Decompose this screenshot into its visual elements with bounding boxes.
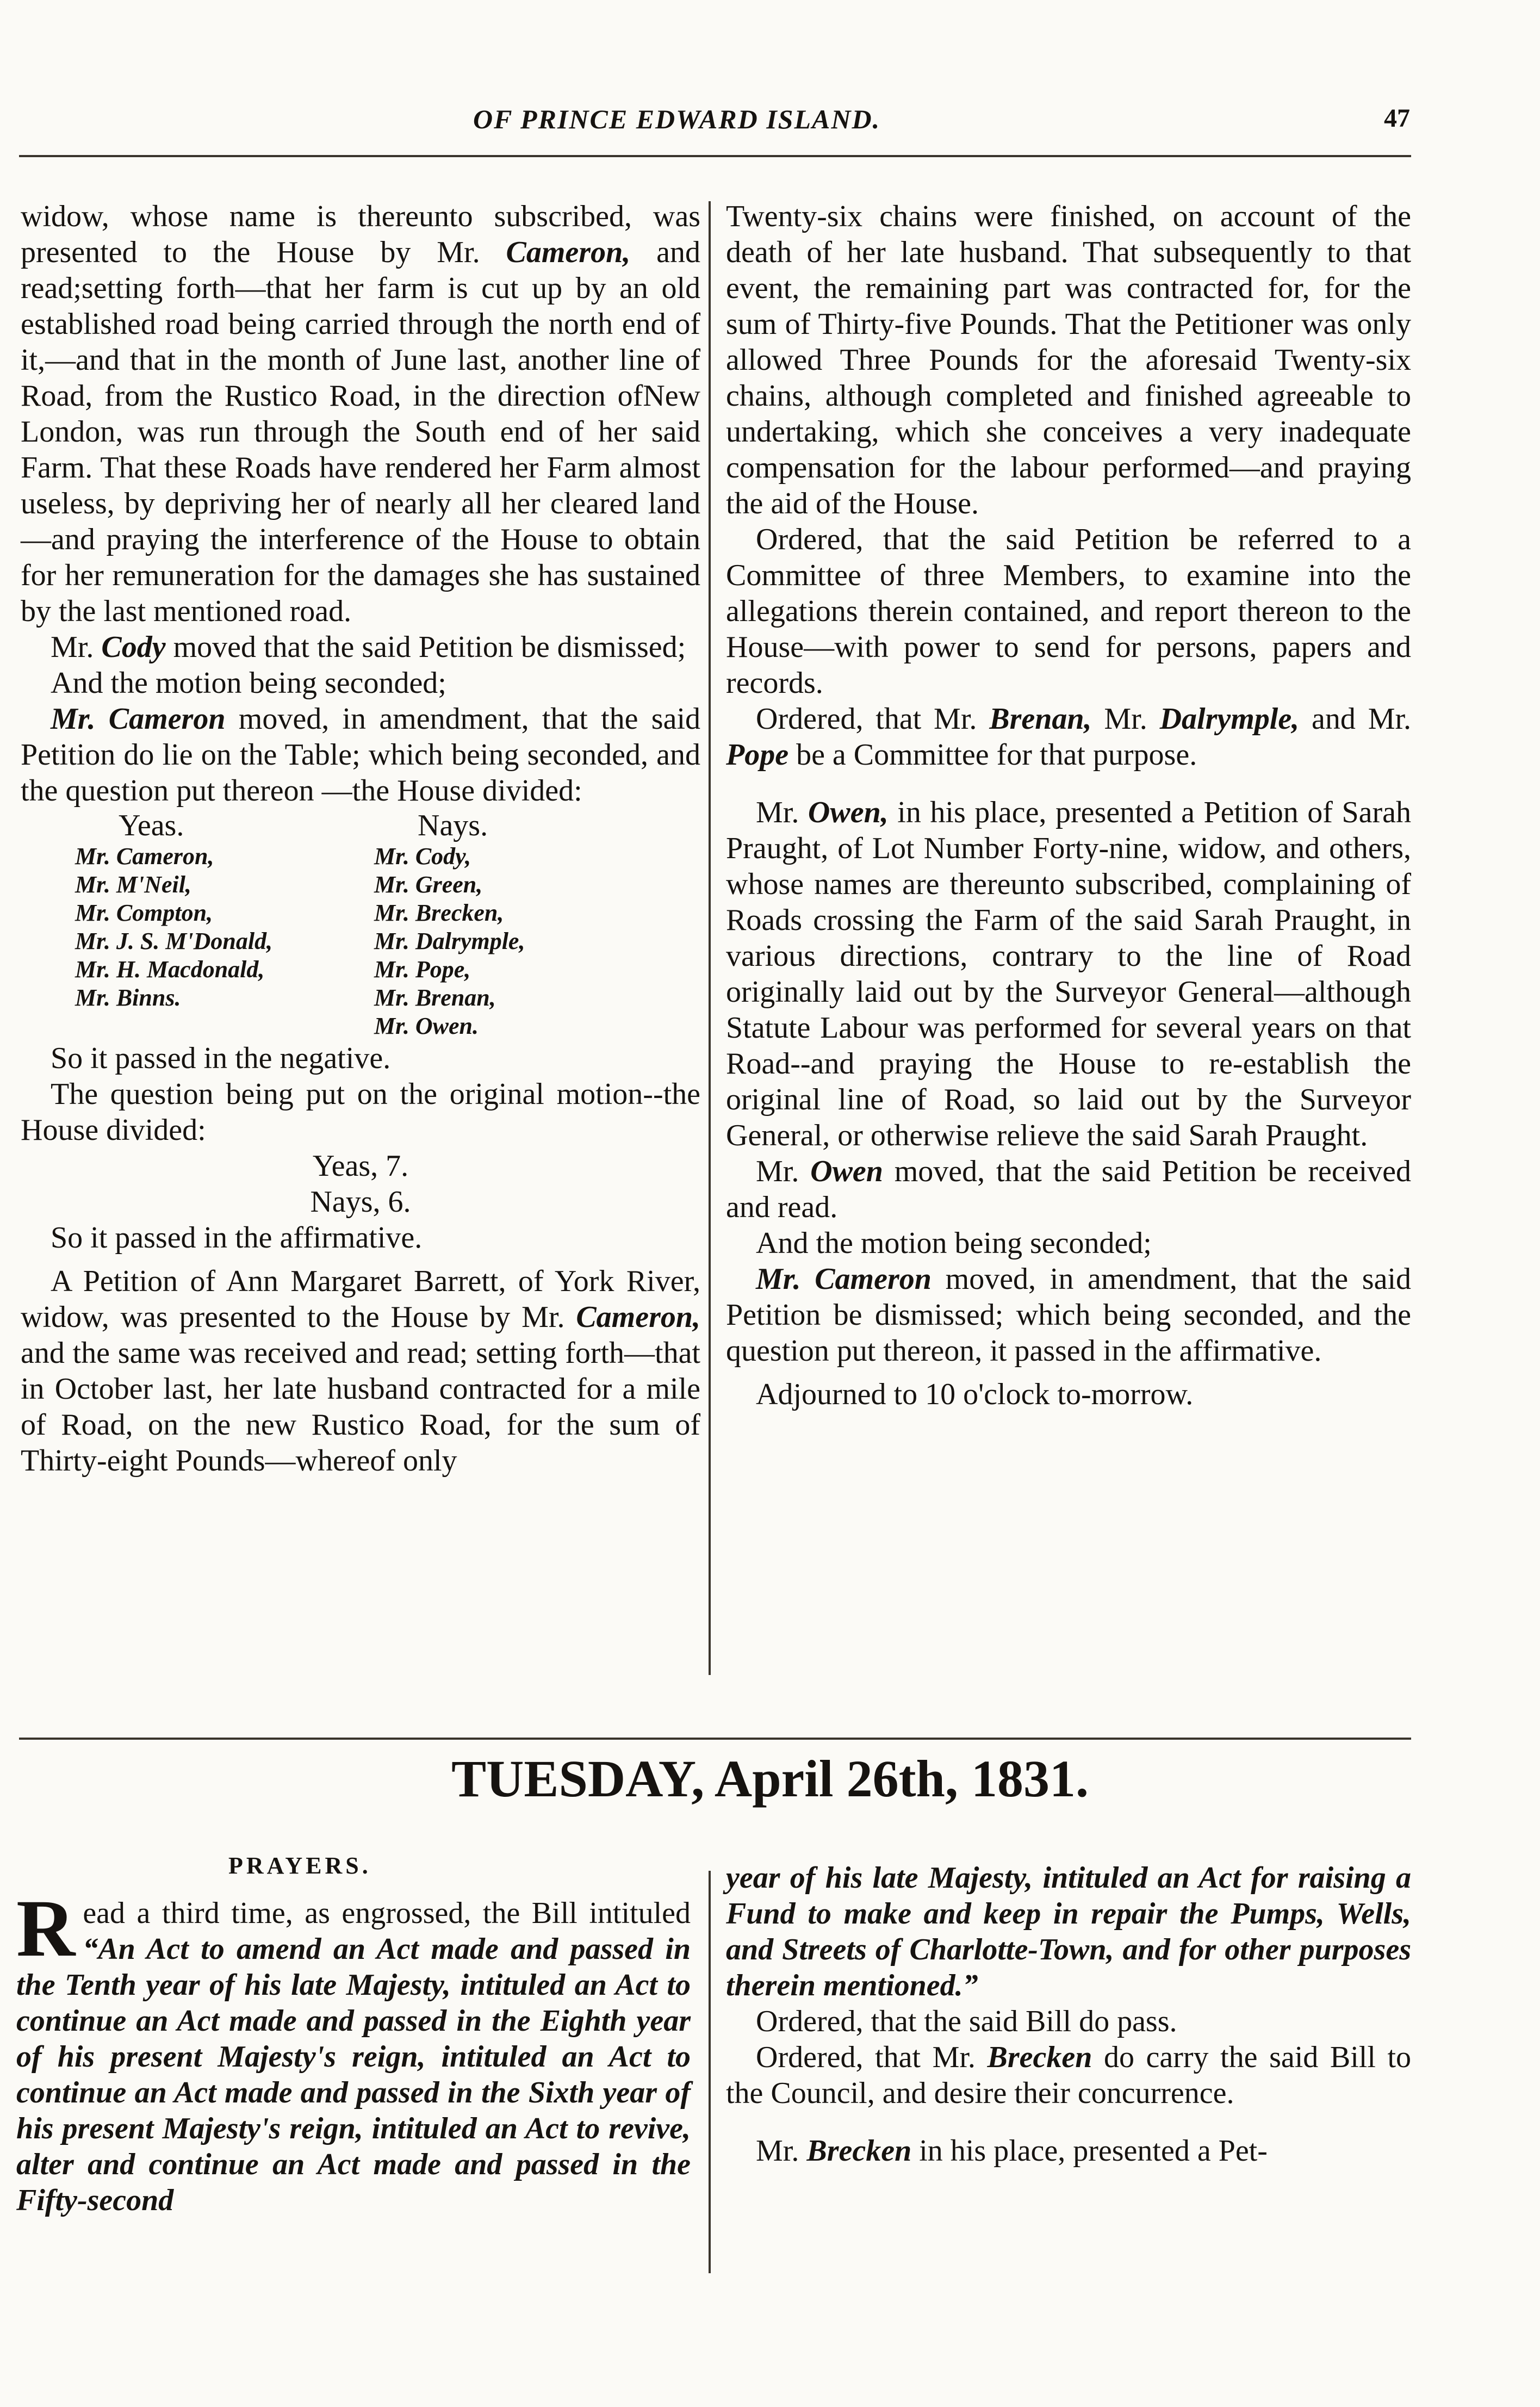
paragraph (726, 1860, 1411, 2003)
member-name: Dalrymple, (1159, 702, 1300, 736)
drop-cap: R (16, 1883, 76, 1974)
yea-member: Mr. Cameron, (75, 843, 214, 870)
paragraph: Ordered, that the said Petition be referred to a Committee of three Members, to examine into the allegations therein contained, and report thereon to the House—with power to send for persons, papers and records. (726, 523, 1411, 700)
nay-member: Mr. Cody, (374, 843, 471, 870)
member-name: Cameron, (576, 1300, 701, 1334)
nays-label: Nays. (418, 809, 488, 842)
yea-member: Mr. Binns. (75, 984, 181, 1011)
paragraph: Twenty-six chains were finished, on account of the death of her late husband. That subsequently to that event, the remaining part was contracted for, for the sum of Thirty-five Pounds. That the Petitioner was only allowed Three Pounds for the aforesaid Twenty-six chains, although completed and finished agreeable to undertaking, which she conceives a very inadequate compensation for the labour performed—and praying the aid of the House. (726, 200, 1411, 520)
paragraph: So it passed in the affirmative. (51, 1221, 423, 1255)
yeas-column (21, 809, 352, 1040)
member-name: Mr. Cameron (756, 1262, 932, 1296)
member-name: Pope (726, 738, 789, 772)
section-subheading: PRAYERS. (228, 1852, 371, 1879)
paragraph: Mr. Owen moved, that the said Petition be received and read. (726, 1155, 1411, 1224)
yeas-label: Yeas. (119, 809, 184, 842)
member-name: Owen, (808, 796, 889, 829)
yea-member: Mr. Compton, (75, 899, 213, 926)
member-name: Cameron, (506, 235, 631, 269)
bottom-right-column (726, 1860, 1411, 2169)
nay-member: Mr. Pope, (374, 956, 471, 983)
paragraph: Ordered, that the said Bill do pass. (756, 2005, 1177, 2038)
bottom-left-column (16, 1883, 691, 2218)
paragraph: Mr. Owen, in his place, presented a Petition of Sarah Praught, of Lot Number Forty-nine, widow, and others, whose names are thereunto subscribed, complaining of Roads crossing the Farm of the said Sarah Praught, in various directions, contrary to the line of Road originally laid out by the Surveyor General—although Statute Labour was performed for several years on that Road--and praying the House to re-establish the original line of Road, so laid out by the Surveyor General, or otherwise relieve the said Sarah Praught. (726, 796, 1412, 1152)
paragraph: And the motion being seconded; (756, 1226, 1152, 1260)
paragraph: widow, whose name is thereunto subscribed, was presented to the House by Mr. Cameron, and read;setting forth—that her farm is cut up by an old established road being carried through the north end of it,—and that in the month of June last, another line of Road, from the Rustico Road, in the direction ofNew London, was run through the South end of her said Farm. That these Roads have rendered her Farm almost useless, by depriving her of nearly all her cleared land—and praying the interference of the House to obtain for her remuneration for the damages she has sustained by the last mentioned road. (21, 200, 700, 628)
paragraph: Mr. Cameron moved, in amendment, that the said Petition be dismissed; which being seconded, and the question put thereon, it passed in the affirmative. (726, 1262, 1412, 1368)
page-number: 47 (1384, 104, 1410, 133)
paragraph: Ordered, that Mr. Brenan, Mr. Dalrymple, and Mr. Pope be a Committee for that purpose. (726, 702, 1412, 772)
nays-count: Nays, 6. (310, 1185, 411, 1219)
yea-member: Mr. J. S. M'Donald, (75, 928, 273, 954)
paragraph: Mr. Cameron moved, in amendment, that the said Petition do lie on the Table; which being seconded, and the question put thereon —the House divided: (21, 702, 701, 808)
yeas-count: Yeas, 7. (312, 1149, 409, 1183)
section-rule (19, 1738, 1411, 1740)
paragraph: The question being put on the original motion--the House divided: (21, 1077, 700, 1147)
paragraph: And the motion being seconded; (51, 666, 446, 700)
member-name: Brecken (806, 2134, 912, 2168)
nay-member: Mr. Dalrymple, (374, 928, 525, 954)
column-divider (709, 201, 711, 1675)
paragraph: Mr. Cody moved that the said Petition be dismissed; (51, 630, 686, 664)
paragraph: Ordered, that Mr. Brecken do carry the said Bill to the Council, and desire their concurrence. (726, 2040, 1412, 2110)
bottom-column-divider (709, 1871, 711, 2273)
running-head: OF PRINCE EDWARD ISLAND. (473, 104, 881, 134)
nay-member: Mr. Brenan, (374, 984, 496, 1011)
nay-member: Mr. Owen. (374, 1013, 479, 1039)
member-name: Brenan, (989, 702, 1092, 736)
bill-title: “An Act to amend an Act made and passed in the Tenth year of his late Majesty, intituled an Act to continue an Act made and passed in the Eighth year of his present Majesty's reign, intituled an Act to continue an Act made and passed in the Sixth year of his present Majesty's reign, intituled an Act to revive, alter and continue an Act made and passed in the Fifty-second (16, 1932, 691, 2217)
bill-title: year of his late Majesty, intituled an Act for raising a Fund to make and keep in repair the Pumps, Wells, and Streets of Charlotte-Town, and for other purposes therein mentioned.” (726, 1861, 1411, 2002)
member-name: Mr. Cameron (51, 702, 226, 736)
left-column (21, 198, 700, 1479)
top-rule (19, 155, 1411, 157)
paragraph: Mr. Brecken in his place, presented a Pet- (756, 2134, 1268, 2168)
nay-member: Mr. Green, (374, 871, 483, 898)
paragraph: A Petition of Ann Margaret Barrett, of York River, widow, was presented to the House by Mr. Cameron, and the same was received and read; setting forth—that in October last, her late husband contracted for a mile of Road, on the new Rustico Road, for the sum of Thirty-eight Pounds—whereof only (21, 1264, 701, 1478)
yea-member: Mr. M'Neil, (75, 871, 191, 898)
paragraph: So it passed in the negative. (51, 1041, 391, 1075)
nay-member: Mr. Brecken, (374, 899, 504, 926)
member-name: Brecken (987, 2040, 1092, 2074)
member-name: Owen (810, 1155, 883, 1188)
yea-member: Mr. H. Macdonald, (75, 956, 265, 983)
page-header (0, 103, 1540, 141)
paragraph: Adjourned to 10 o'clock to-morrow. (756, 1378, 1194, 1411)
member-name: Cody (101, 630, 166, 664)
division-list (21, 809, 700, 1040)
nays-column (369, 809, 700, 1040)
right-column (726, 198, 1411, 1412)
section-heading: TUESDAY, April 26th, 1831. (451, 1750, 1089, 1808)
paragraph: R ead a third time, as engrossed, the Bill intituled “An Act to amend an Act made and passed in the Tenth year of his late Majesty, intituled an Act to continue an Act made and passed in the Eighth year of his present Majesty's reign, intituled an Act to continue an Act made and passed in the Sixth year of his present Majesty's reign, intituled an Act to revive, alter and continue an Act made and passed in the Fifty-second (16, 1883, 691, 2217)
